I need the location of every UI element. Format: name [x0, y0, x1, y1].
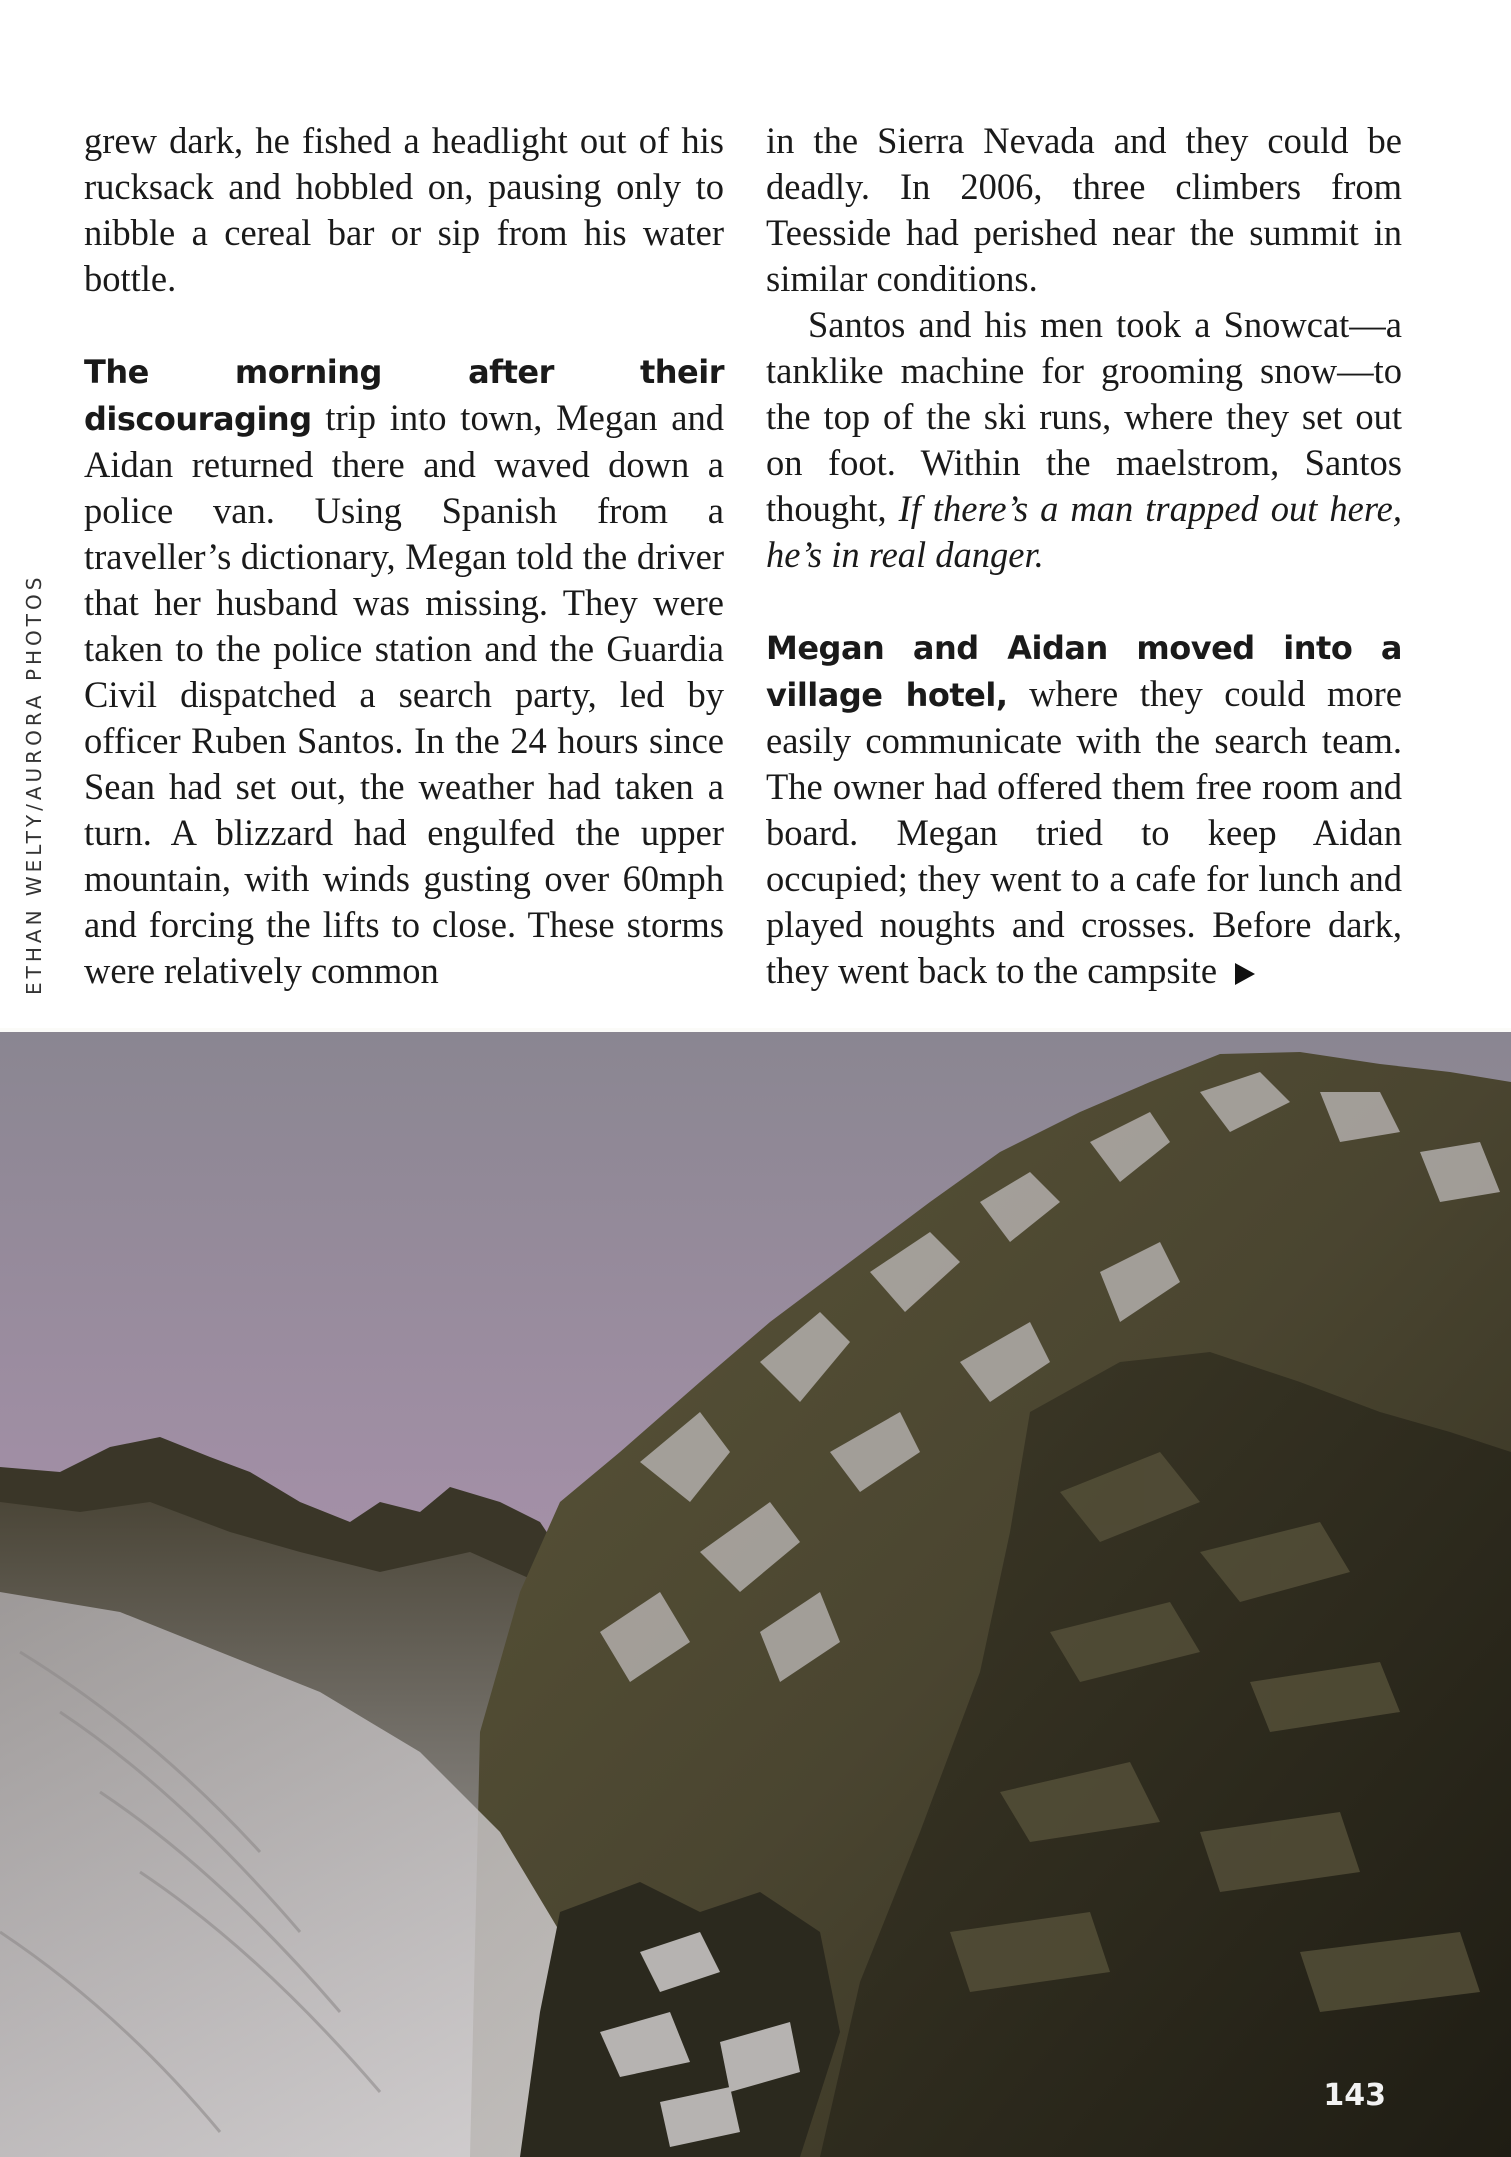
section-lead-in: The morning after their discouraging — [84, 353, 724, 438]
section-lead-in: Megan and Aidan moved into a village hotel, — [766, 629, 1402, 714]
paragraph-body: Santos and his men took a Snowcat—a tanklike machine for grooming snow—to the top of the ski runs, where they set out on foot. Within the maelstrom, Santos thought, — [766, 304, 1402, 529]
article-text-area — [0, 0, 1511, 1028]
mountain-photo — [0, 1032, 1511, 2157]
article-column-left — [84, 118, 724, 994]
paragraph-body: trip into town, Megan and Aidan returned there and waved down a police van. Using Spanish from a traveller’s dictionary, Megan told the driver that her husband was missing. They were taken to the police station and the Guardia Civil dispatched a search party, led by officer Ruben Santos. In the 24 hours since Sean had set out, the weather had taken a turn. A blizzard had engulfed the upper mountain, with winds gusting over 60mph and forcing the lifts to close. These storms were relatively common — [84, 397, 724, 991]
mountain-landscape-image — [0, 1032, 1511, 2157]
continue-arrow-icon — [1235, 963, 1255, 985]
paragraph — [766, 302, 1402, 578]
paragraph — [84, 348, 724, 994]
paragraph-body: where they could more easily communicate with the search team. The owner had offered them free room and board. Megan tried to keep Aidan occupied; they went to a cafe for lunch and played noughts and crosses. Before dark, they went back to the campsite — [766, 673, 1403, 991]
paragraph: in the Sierra Nevada and they could be deadly. In 2006, three climbers from Teesside had perished near the summit in similar conditions. — [766, 120, 1402, 299]
photo-credit: ETHAN WELTY/AURORA PHOTOS — [22, 573, 46, 995]
paragraph: grew dark, he fished a headlight out of his rucksack and hobbled on, pausing only to nibble a cereal bar or sip from his water bottle. — [84, 120, 724, 299]
paragraph — [766, 624, 1402, 994]
article-column-right — [766, 118, 1402, 994]
page-number: 143 — [1323, 2078, 1386, 2113]
italic-thought: If there’s a man trapped out here, he’s in real danger. — [766, 488, 1402, 575]
